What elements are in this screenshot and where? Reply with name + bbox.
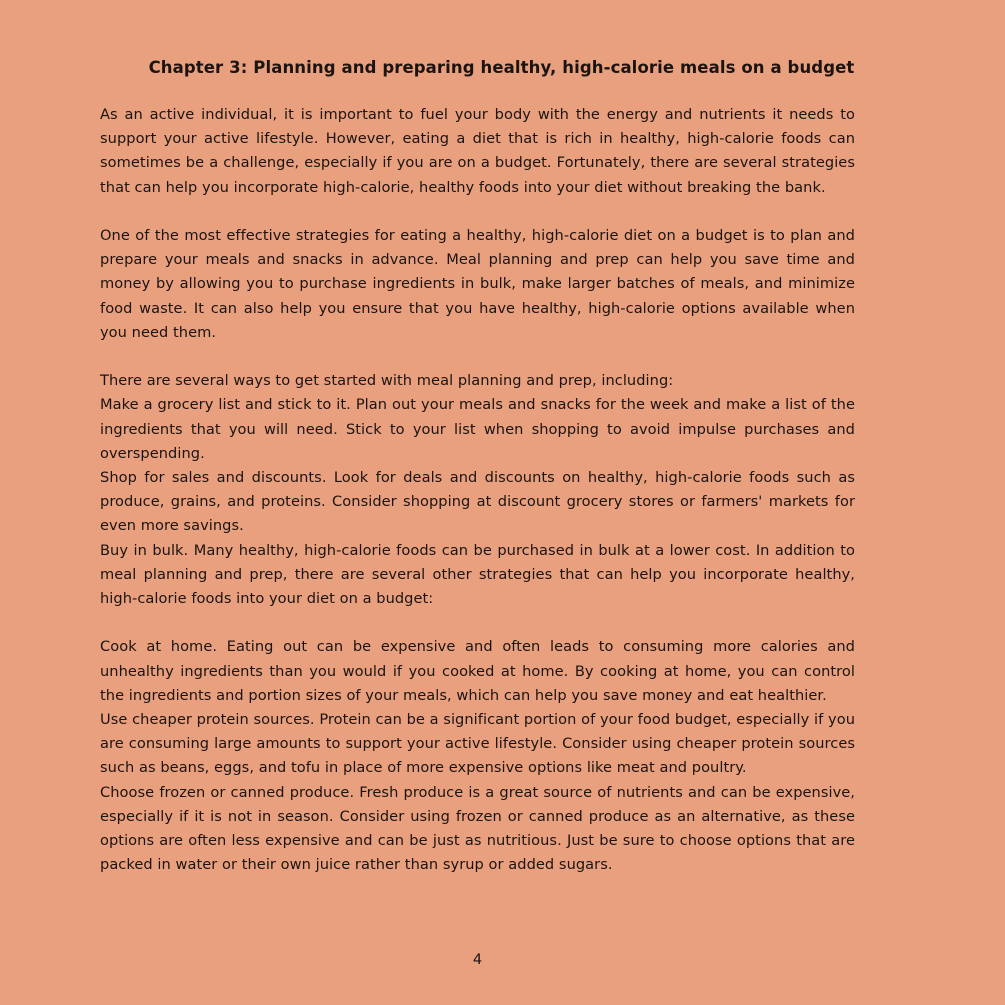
frozen-produce-paragraph: Choose frozen or canned produce. Fresh produce is a great source of nutrients and can be expensive, especially if it is not in season. Consider using frozen or canned produce as an alternative, as these options are often less expensive and can be just as nutritious. Just be sure to choose options that are packed in water or their own juice rather than syrup or added sugars.: [100, 783, 855, 874]
buy-bulk-paragraph: Buy in bulk. Many healthy, high-calorie foods can be purchased in bulk at a lower cost. In addition to meal planning and prep, there are several other strategies that can help you incorporate healthy, high-calorie foods into your diet on a budget:: [100, 541, 855, 608]
paragraph-gap: [100, 200, 855, 224]
meal-planning-paragraph: One of the most effective strategies for eating a healthy, high-calorie diet on a budget is to plan and prepare your meals and snacks in advance. Meal planning and prep can help you save time and money by allowing you to purchase ingredients in bulk, make larger batches of meals, and minimize food waste. It can also help you ensure that you have healthy, high-calorie options available when you need them.: [100, 227, 855, 341]
chapter-title: Chapter 3: Planning and preparing healthy, high-calorie meals on a budget: [148, 58, 855, 77]
getting-started-paragraph: There are several ways to get started with meal planning and prep, including:: [100, 372, 674, 390]
chapter-body: [100, 103, 855, 877]
paragraph-gap: [100, 345, 855, 369]
intro-paragraph: As an active individual, it is important to fuel your body with the energy and nutrients it needs to support your active lifestyle. However, eating a diet that is rich in healthy, high-calorie foods can sometimes be a challenge, especially if you are on a budget. Fortunately, there are several strategies that can help you incorporate high-calorie, healthy foods into your diet without breaking the bank.: [100, 106, 855, 196]
page-number: 4: [472, 951, 483, 968]
protein-sources-paragraph: Use cheaper protein sources. Protein can be a significant portion of your food budget, especially if you are consuming large amounts to support your active lifestyle. Consider using cheaper protein sources such as beans, eggs, and tofu in place of more expensive options like meat and poultry.: [100, 711, 855, 777]
paragraph-gap: [100, 611, 855, 635]
cook-home-paragraph: Cook at home. Eating out can be expensive and often leads to consuming more calories and unhealthy ingredients than you would if you cooked at home. By cooking at home, you can control the ingredients and portion sizes of your meals, which can help you save money and eat healthier.: [100, 638, 855, 704]
sales-discounts-paragraph: Shop for sales and discounts. Look for deals and discounts on healthy, high-calorie foods such as produce, grains, and proteins. Consider shopping at discount grocery stores or farmers' markets for even more savings.: [100, 469, 855, 535]
grocery-list-paragraph: Make a grocery list and stick to it. Plan out your meals and snacks for the week and make a list of the ingredients that you will need. Stick to your list when shopping to avoid impulse purchases and overspending.: [100, 396, 855, 462]
